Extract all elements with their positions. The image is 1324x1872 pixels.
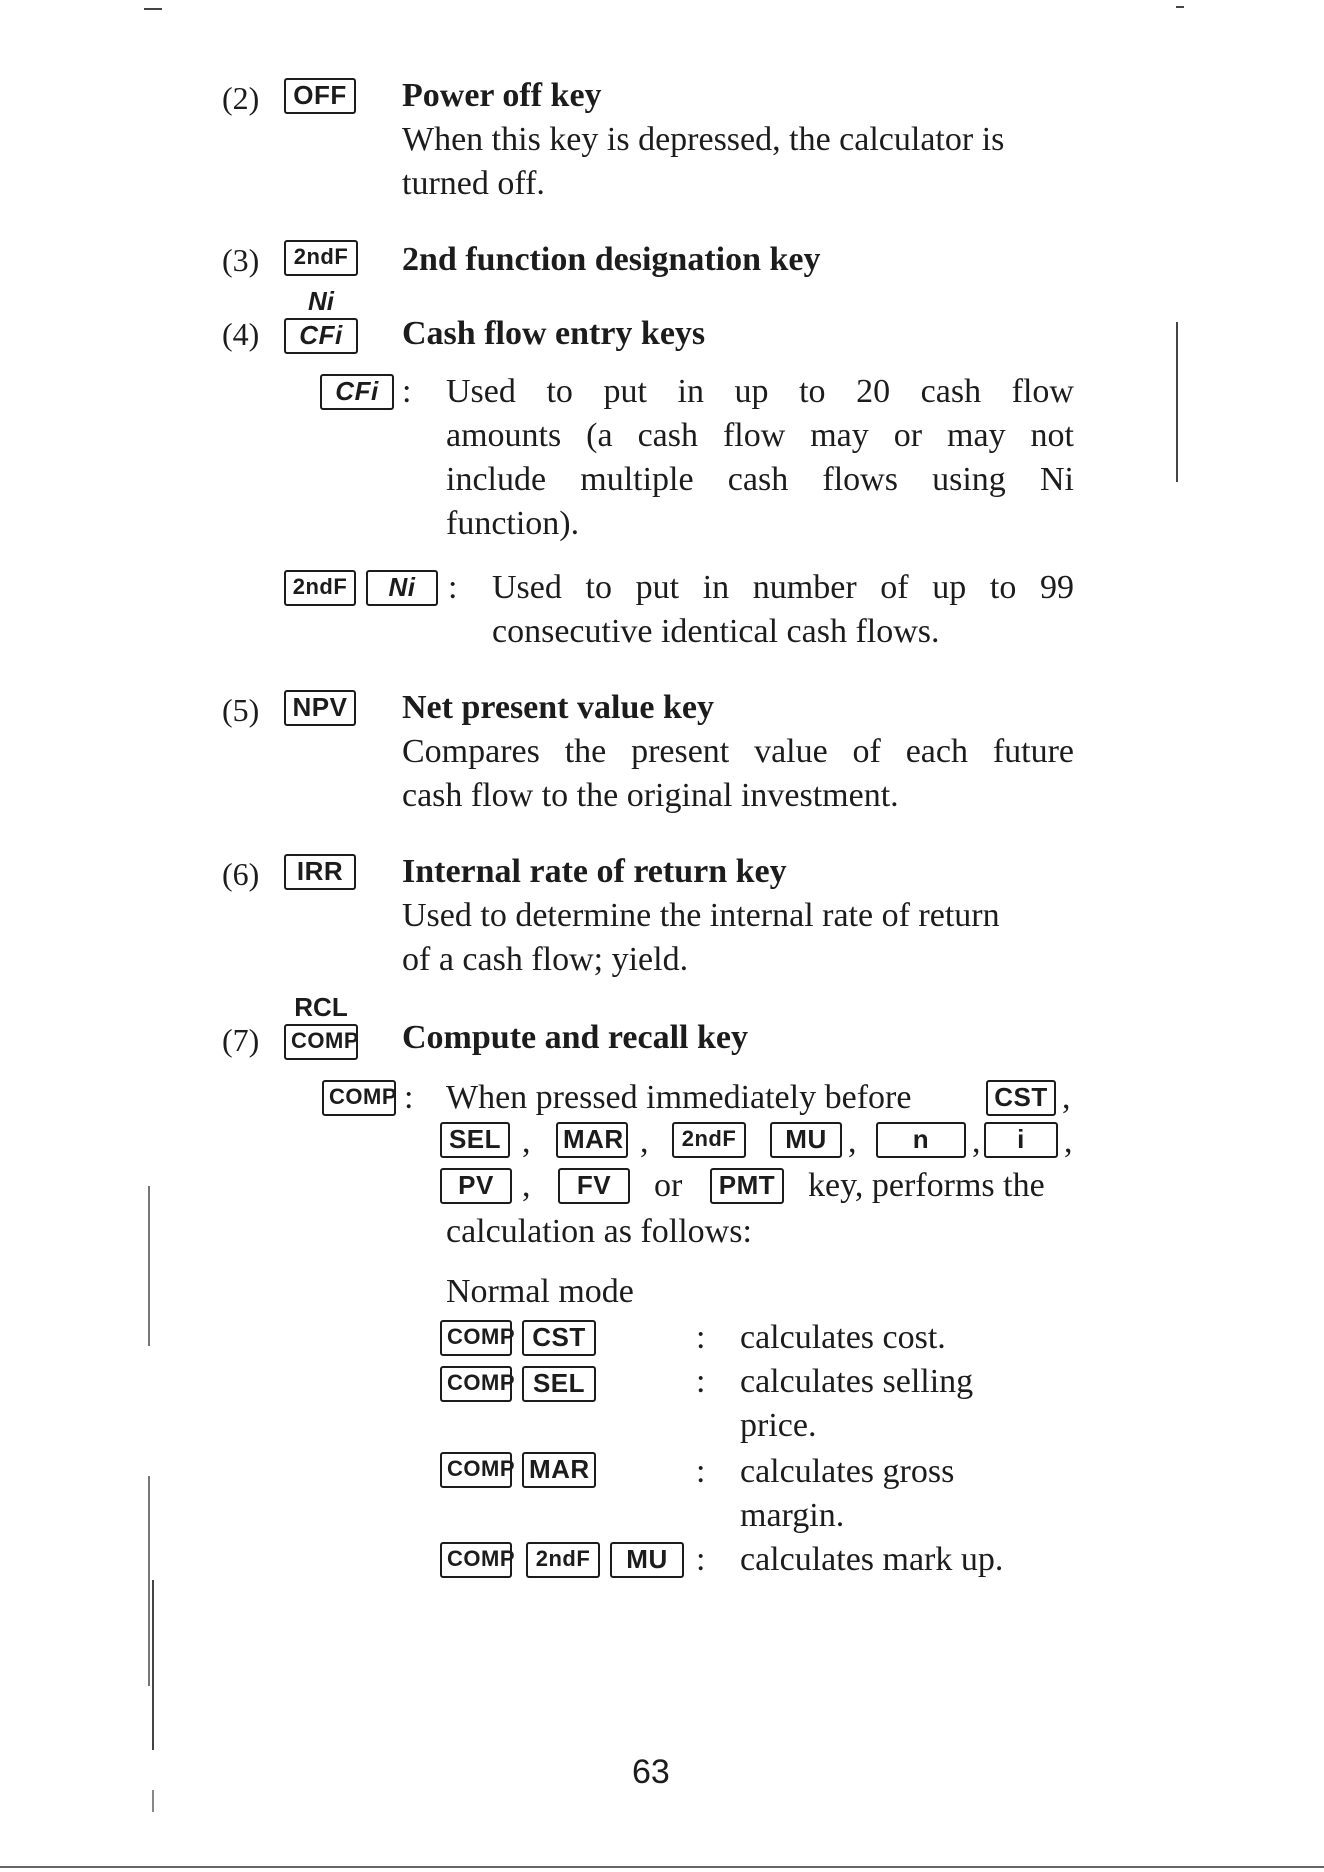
mu-key-icon: MU (610, 1542, 684, 1578)
colon: : (696, 1541, 706, 1578)
item-number: (2) (222, 80, 260, 116)
normal-mode-description: calculates cost. (740, 1319, 946, 1356)
comma: , (972, 1123, 981, 1160)
second-function-key-icon: 2ndF (284, 240, 358, 276)
sub-description-line: include multiple cash flows using Ni (446, 461, 1074, 498)
sub-description-line: consecutive identical cash flows. (492, 613, 940, 650)
sub-description-line: key, performs the (808, 1167, 1045, 1204)
comp-key-icon: COMP (440, 1542, 512, 1578)
second-function-key-icon: 2ndF (284, 570, 356, 606)
sub-description-line: function). (446, 505, 580, 542)
sel-key-icon: SEL (440, 1122, 510, 1158)
mar-key-icon: MAR (522, 1452, 596, 1488)
off-key-icon: OFF (284, 78, 356, 114)
comp-key-icon: COMP (440, 1320, 512, 1356)
n-key-icon: n (876, 1122, 966, 1158)
item-description-line: of a cash flow; yield. (402, 941, 689, 978)
item-title: Net present value key (402, 689, 714, 726)
second-function-key-icon: 2ndF (526, 1542, 600, 1578)
i-key-icon: i (984, 1122, 1058, 1158)
colon: : (696, 1319, 706, 1356)
colon: : (696, 1363, 706, 1400)
comp-key-icon: COMP (322, 1080, 396, 1116)
item-number: (4) (222, 316, 260, 352)
or-text: or (654, 1167, 683, 1204)
comma: , (640, 1123, 649, 1160)
sel-key-icon: SEL (522, 1366, 596, 1402)
key-above-label: Ni (308, 286, 334, 316)
colon: : (448, 569, 458, 606)
item-number: (5) (222, 692, 260, 728)
mar-key-icon: MAR (556, 1122, 628, 1158)
npv-key-icon: NPV (284, 690, 356, 726)
scan-edge-mark (1176, 6, 1184, 8)
comp-key-icon: COMP (440, 1366, 512, 1402)
sub-description-line: calculation as follows: (446, 1213, 752, 1250)
sub-description-line: Used to put in up to 20 cash flow (446, 373, 1074, 410)
item-description-line: Compares the present value of each future (402, 733, 1074, 770)
ni-key-icon: Ni (366, 570, 438, 606)
second-function-key-icon: 2ndF (672, 1122, 746, 1158)
margin-rule (1176, 322, 1178, 482)
item-description-line: cash flow to the original investment. (402, 777, 899, 814)
item-description-line: Used to determine the internal rate of return (402, 897, 1000, 934)
item-description-line: When this key is depressed, the calculator is (402, 121, 1005, 158)
comma: , (1064, 1123, 1073, 1160)
cash-flow-key-icon: CFi (284, 318, 358, 354)
comma: , (522, 1123, 531, 1160)
sub-description-line: Used to put in number of up to 99 (492, 569, 1074, 606)
irr-key-icon: IRR (284, 854, 356, 890)
item-title: Compute and recall key (402, 1019, 748, 1056)
comma: , (1062, 1079, 1071, 1116)
page-number: 63 (632, 1753, 670, 1791)
item-title: Internal rate of return key (402, 853, 787, 890)
mu-key-icon: MU (770, 1122, 842, 1158)
item-number: (7) (222, 1022, 260, 1058)
fv-key-icon: FV (558, 1168, 630, 1204)
normal-mode-description: calculates selling (740, 1363, 974, 1400)
bottom-border (0, 1866, 1324, 1868)
normal-mode-description: margin. (740, 1497, 845, 1534)
cst-key-icon: CST (522, 1320, 596, 1356)
normal-mode-heading: Normal mode (446, 1273, 634, 1310)
pv-key-icon: PV (440, 1168, 512, 1204)
item-title: Power off key (402, 77, 602, 114)
comma: , (522, 1167, 531, 1204)
colon: : (402, 373, 412, 410)
pmt-key-icon: PMT (710, 1168, 784, 1204)
scan-edge-mark (144, 8, 162, 10)
cash-flow-key-icon: CFi (320, 374, 394, 410)
colon: : (404, 1079, 414, 1116)
comma: , (848, 1123, 857, 1160)
comp-key-icon: COMP (284, 1024, 358, 1060)
margin-rule (152, 1580, 154, 1750)
margin-rule (148, 1186, 150, 1346)
comp-key-icon: COMP (440, 1452, 512, 1488)
cst-key-icon: CST (986, 1080, 1056, 1116)
normal-mode-description: calculates mark up. (740, 1541, 1004, 1578)
item-number: (6) (222, 856, 260, 892)
normal-mode-description: price. (740, 1407, 817, 1444)
item-title: 2nd function designation key (402, 241, 821, 278)
sub-description-line: When pressed immediately before (446, 1079, 912, 1116)
sub-description-line: amounts (a cash flow may or may not (446, 417, 1074, 454)
item-number: (3) (222, 242, 260, 278)
colon: : (696, 1453, 706, 1490)
key-above-label: RCL (294, 992, 348, 1022)
item-title: Cash flow entry keys (402, 315, 706, 352)
normal-mode-description: calculates gross (740, 1453, 955, 1490)
margin-rule (148, 1476, 150, 1686)
margin-rule (152, 1790, 154, 1812)
item-description-line: turned off. (402, 165, 545, 202)
